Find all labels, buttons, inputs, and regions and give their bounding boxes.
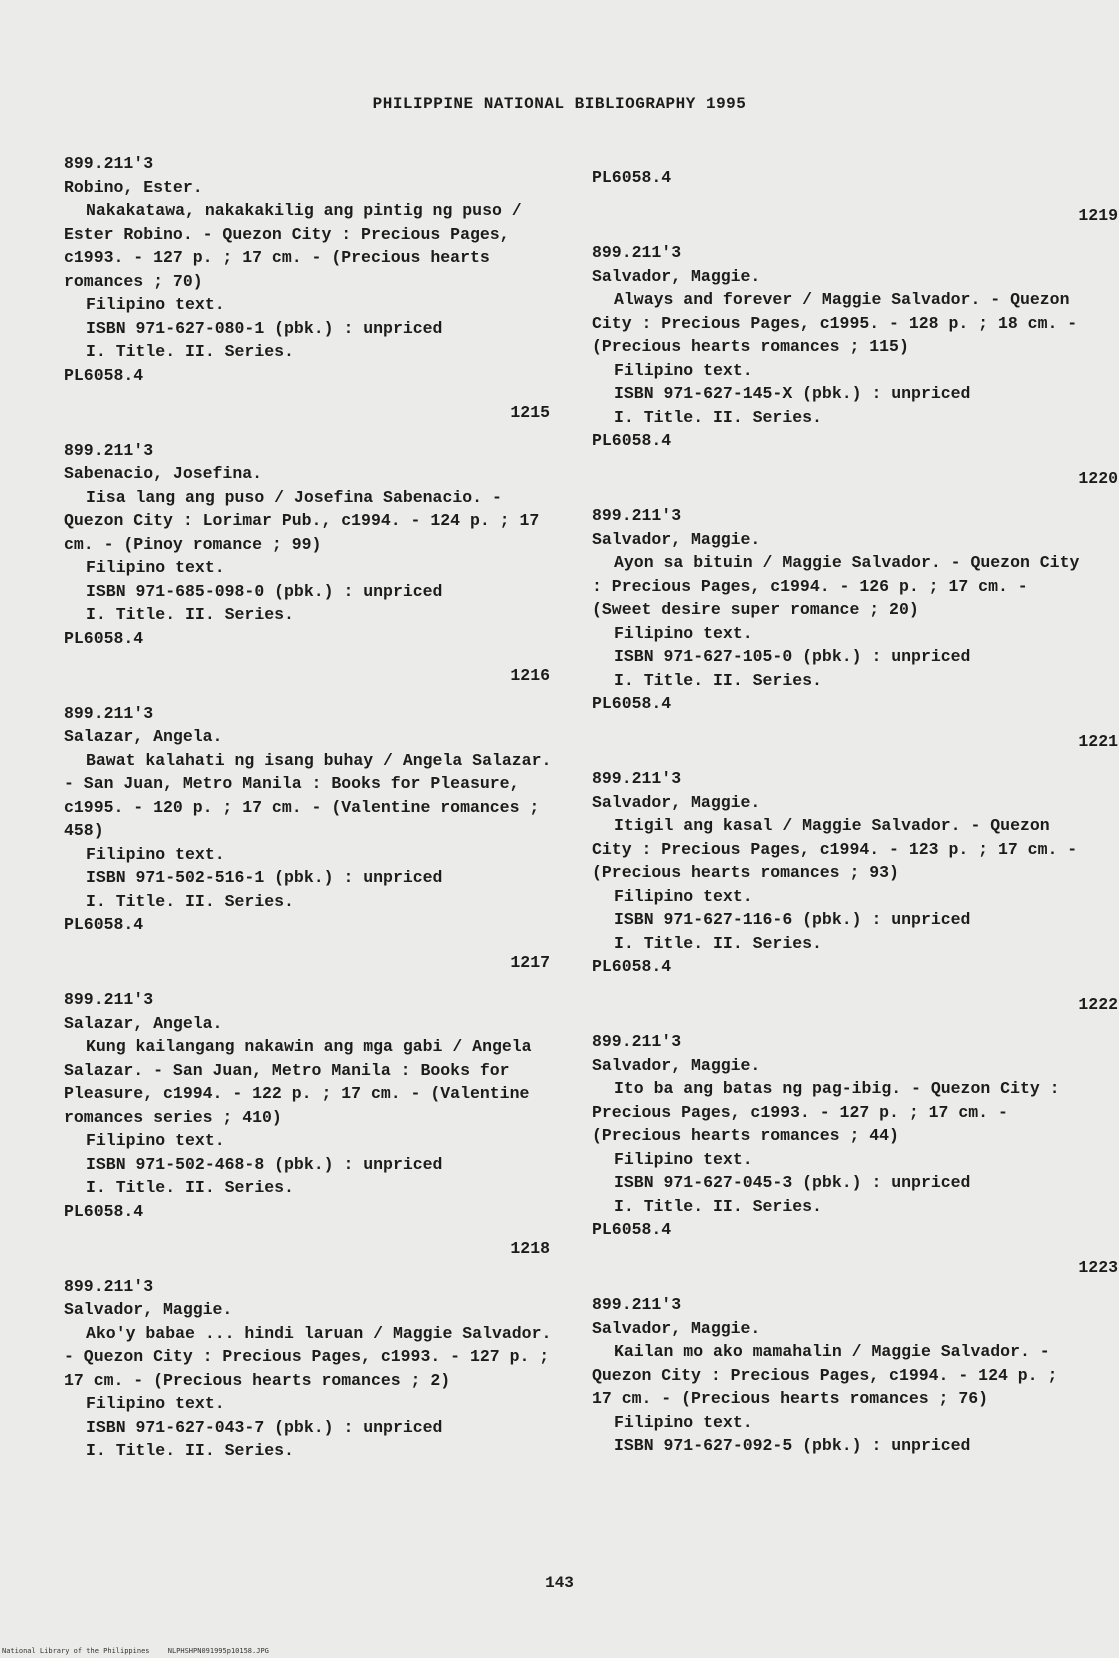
class-number: 899.211'3 [64, 1276, 154, 1296]
isbn: ISBN 971-627-092-5 (pbk.) : unpriced [614, 1436, 971, 1455]
tracing: I. Title. II. Series. [614, 1196, 822, 1216]
tracing: I. Title. II. Series. [86, 342, 294, 361]
isbn: ISBN 971-502-516-1 (pbk.) : unpriced [86, 868, 443, 887]
right-column [592, 166, 1118, 1458]
lc-number: PL6058.4 [592, 431, 672, 450]
entry-number: 1218 [510, 1239, 550, 1258]
entry-number: 1217 [510, 952, 550, 972]
note: Filipino text. [86, 1394, 225, 1413]
lc-number: PL6058.4 [592, 694, 672, 713]
lc-number: PL6058.4 [64, 1201, 144, 1221]
author: Salvador, Maggie. [64, 1300, 233, 1319]
author: Salvador, Maggie. [592, 1318, 761, 1338]
class-number: 899.211'3 [64, 990, 154, 1009]
class-number: 899.211'3 [64, 703, 154, 723]
lc-number: PL6058.4 [64, 915, 144, 934]
note: Filipino text. [614, 1412, 753, 1432]
class-number: 899.211'3 [592, 243, 682, 262]
left-column [64, 152, 554, 1463]
isbn: ISBN 971-627-043-7 (pbk.) : unpriced [86, 1417, 443, 1437]
entry-number: 1215 [510, 403, 550, 422]
isbn: ISBN 971-627-080-1 (pbk.) : unpriced [86, 318, 443, 338]
class-number: 899.211'3 [592, 769, 682, 788]
isbn: ISBN 971-627-105-0 (pbk.) : unpriced [614, 647, 971, 666]
lc-number: PL6058.4 [592, 957, 672, 976]
class-number: 899.211'3 [64, 440, 154, 460]
author: Salazar, Angela. [64, 1013, 223, 1033]
author: Salvador, Maggie. [592, 266, 761, 286]
author: Salvador, Maggie. [592, 1055, 761, 1075]
bib-entry [64, 1275, 554, 1463]
bib-entry-continued [592, 166, 1118, 227]
lc-number: PL6058.4 [64, 365, 144, 385]
bib-entry [592, 241, 1118, 490]
note: Filipino text. [86, 1131, 225, 1150]
bib-entry [592, 1030, 1118, 1279]
tracing: I. Title. II. Series. [614, 670, 822, 690]
file-id: NLPHSHPN091995p10158.JPG [167, 1647, 269, 1655]
lc-number: PL6058.4 [592, 168, 672, 187]
tracing: I. Title. II. Series. [86, 605, 294, 624]
author: Salvador, Maggie. [592, 529, 761, 549]
bib-entry [64, 152, 554, 425]
entry-number: 1216 [510, 666, 550, 685]
author: Robino, Ester. [64, 177, 203, 197]
description: Itigil ang kasal / Maggie Salvador. - Quezon City : Precious Pages, c1994. - 123 p. ; 17 cm. - (Precious hearts romances ; 93) [592, 816, 1078, 882]
note: Filipino text. [86, 295, 225, 314]
bib-entry [64, 702, 554, 975]
lc-number: PL6058.4 [592, 1220, 672, 1239]
author: Salazar, Angela. [64, 727, 223, 746]
note: Filipino text. [86, 558, 225, 577]
scan-credit [2, 1647, 283, 1655]
tracing: I. Title. II. Series. [614, 933, 822, 953]
isbn: ISBN 971-685-098-0 (pbk.) : unpriced [86, 581, 443, 601]
entry-number: 1221 [1078, 731, 1118, 751]
class-number: 899.211'3 [64, 154, 154, 173]
bib-entry [64, 988, 554, 1261]
note: Filipino text. [614, 360, 753, 380]
author: Sabenacio, Josefina. [64, 464, 263, 483]
description: Ayon sa bituin / Maggie Salvador. - Quezon City : Precious Pages, c1994. - 126 p. ; 17 cm. - (Sweet desire super romance ; 20) [592, 553, 1080, 619]
description: Ako'y babae ... hindi laruan / Maggie Salvador. - Quezon City : Precious Pages, c1993. - 127 p. ; 17 cm. - (Precious hearts romances ; 2) [64, 1323, 552, 1390]
isbn: ISBN 971-502-468-8 (pbk.) : unpriced [86, 1154, 443, 1174]
tracing: I. Title. II. Series. [86, 1441, 294, 1460]
tracing: I. Title. II. Series. [86, 1178, 294, 1197]
description: Bawat kalahati ng isang buhay / Angela Salazar. - San Juan, Metro Manila : Books for Pleasure, c1995. - 120 p. ; 17 cm. - (Valentine romances ; 458) [64, 750, 552, 840]
tracing: I. Title. II. Series. [86, 891, 294, 911]
class-number: 899.211'3 [592, 1295, 682, 1314]
note: Filipino text. [86, 844, 225, 864]
description: Always and forever / Maggie Salvador. - Quezon City : Precious Pages, c1995. - 128 p. ; 18 cm. - (Precious hearts romances ; 115) [592, 290, 1078, 356]
note: Filipino text. [614, 1149, 753, 1169]
bib-entry [592, 504, 1118, 753]
tracing: I. Title. II. Series. [614, 407, 822, 427]
isbn: ISBN 971-627-116-6 (pbk.) : unpriced [614, 910, 971, 929]
entry-number: 1222 [1078, 994, 1118, 1014]
author: Salvador, Maggie. [592, 792, 761, 812]
description: Kailan mo ako mamahalin / Maggie Salvador. - Quezon City : Precious Pages, c1994. - 124 p. ; 17 cm. - (Precious hearts romances ; 76) [592, 1342, 1058, 1408]
lc-number: PL6058.4 [64, 628, 144, 648]
bib-entry [64, 439, 554, 688]
page-number: 143 [545, 1574, 574, 1592]
entry-number: 1219 [1078, 205, 1118, 225]
bib-entry [592, 1293, 1082, 1458]
class-number: 899.211'3 [592, 1032, 682, 1051]
note: Filipino text. [614, 623, 753, 643]
entry-number: 1220 [1078, 468, 1118, 488]
description: Kung kailangang nakawin ang mga gabi / Angela Salazar. - San Juan, Metro Manila : Books for Pleasure, c1994. - 122 p. ; 17 cm. - (Valentine romances series ; 410) [64, 1037, 532, 1127]
isbn: ISBN 971-627-145-X (pbk.) : unpriced [614, 384, 971, 403]
library-name: National Library of the Philippines [2, 1647, 150, 1655]
description: Nakakatawa, nakakakilig ang pintig ng puso / Ester Robino. - Quezon City : Precious Pages, c1993. - 127 p. ; 17 cm. - (Precious hearts romances ; 70) [64, 201, 522, 291]
note: Filipino text. [614, 886, 753, 906]
page-header: PHILIPPINE NATIONAL BIBLIOGRAPHY 1995 [372, 95, 747, 113]
bib-entry [592, 767, 1118, 1016]
description: Iisa lang ang puso / Josefina Sabenacio. - Quezon City : Lorimar Pub., c1994. - 124 p. ; 17 cm. - (Pinoy romance ; 99) [64, 487, 540, 554]
isbn: ISBN 971-627-045-3 (pbk.) : unpriced [614, 1173, 971, 1192]
description: Ito ba ang batas ng pag-ibig. - Quezon City : Precious Pages, c1993. - 127 p. ; 17 cm. - (Precious hearts romances ; 44) [592, 1079, 1060, 1145]
entry-number: 1223 [1078, 1257, 1118, 1277]
class-number: 899.211'3 [592, 506, 682, 525]
